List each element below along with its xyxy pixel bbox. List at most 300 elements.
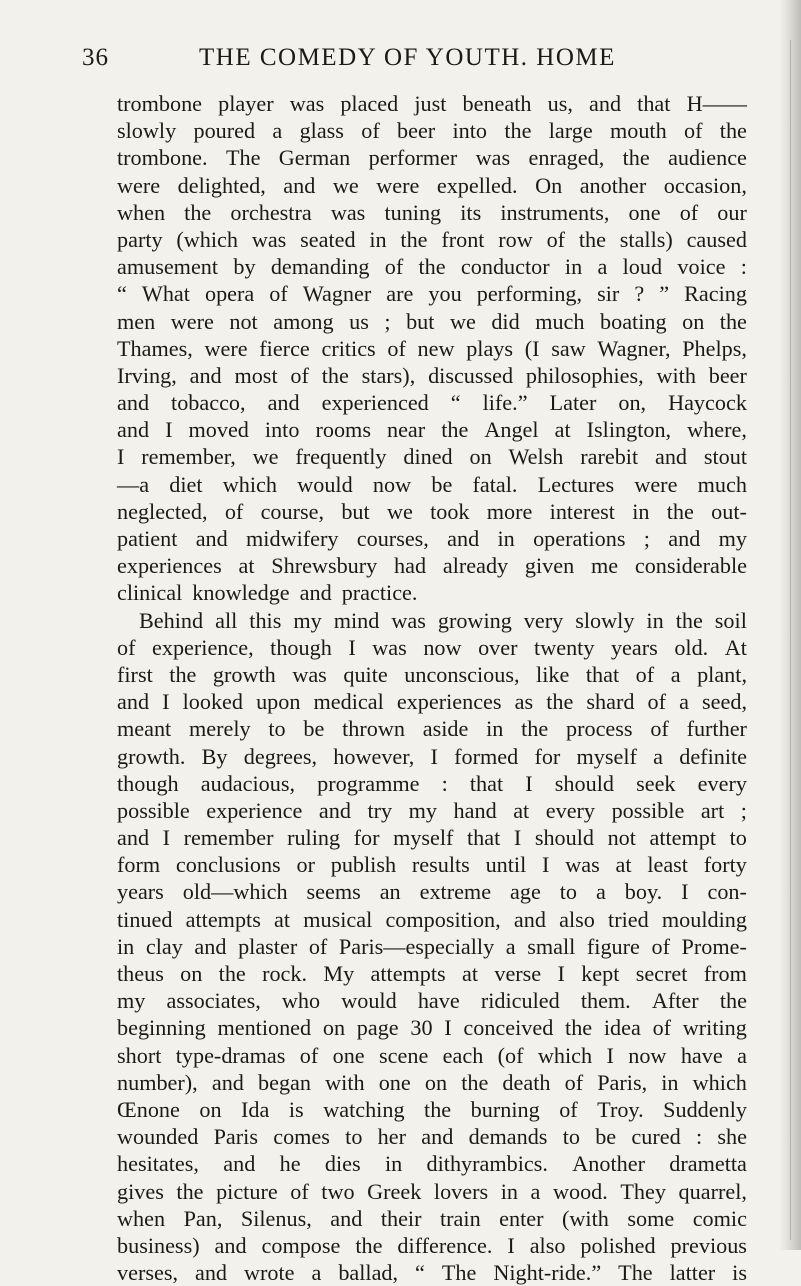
word: slowly — [575, 607, 635, 633]
word: of — [651, 933, 670, 959]
word: not — [607, 825, 636, 851]
word: the — [461, 1069, 489, 1095]
word: out- — [711, 498, 747, 524]
word: growing — [437, 607, 512, 633]
word: fatal. — [472, 471, 518, 497]
text-line-41 — [117, 1178, 747, 1205]
text-line-38 — [117, 1096, 747, 1123]
word: —a — [117, 471, 150, 497]
word: drametta — [669, 1151, 747, 1177]
word: Ida — [241, 1096, 270, 1122]
word: with — [656, 362, 696, 388]
word: were — [376, 172, 420, 198]
word: ruling — [287, 825, 341, 851]
word: seek — [636, 770, 676, 796]
word: was — [391, 607, 426, 633]
word: seems — [306, 879, 361, 905]
word: ; — [384, 308, 391, 334]
word: every — [697, 770, 747, 796]
text-line-3 — [117, 144, 747, 171]
word: form — [117, 852, 161, 878]
word: clay — [145, 933, 183, 959]
word: at — [274, 906, 291, 932]
word: sir — [597, 281, 620, 307]
word: opera — [204, 281, 255, 307]
word: and — [654, 444, 688, 470]
word: took — [430, 498, 470, 524]
word: which — [537, 1042, 593, 1068]
word: a — [595, 879, 606, 905]
word: we — [252, 444, 279, 470]
word: row — [498, 226, 533, 252]
word: experiences — [396, 689, 502, 715]
word: shard — [586, 689, 635, 715]
word: large — [548, 118, 593, 144]
word: a — [505, 933, 516, 959]
word: mind — [333, 607, 380, 633]
word: type-dramas — [175, 1042, 286, 1068]
word: dined — [403, 444, 453, 470]
word: were — [634, 471, 678, 497]
word: poured — [193, 118, 256, 144]
page-number: 36 — [82, 44, 109, 71]
word: operations — [533, 526, 626, 551]
word: them. — [580, 988, 631, 1014]
word: of — [224, 498, 244, 524]
word: forty — [703, 852, 747, 878]
word: polished — [580, 1232, 656, 1258]
word: in — [646, 607, 664, 633]
word: (I — [524, 335, 540, 361]
word: in — [369, 226, 387, 252]
word: on — [469, 444, 492, 470]
word: for — [534, 743, 561, 769]
word: its — [460, 199, 482, 225]
word: each — [442, 1042, 484, 1068]
word: and — [421, 1124, 454, 1150]
word: near — [386, 417, 426, 443]
word: Irving, — [117, 362, 177, 388]
word: of — [564, 1069, 584, 1095]
word: my — [117, 988, 146, 1014]
word: and — [117, 417, 150, 443]
word: Welsh — [508, 444, 564, 470]
word: he — [279, 1151, 301, 1177]
word: plaster — [238, 933, 298, 959]
word: composition, — [385, 906, 501, 932]
word: quarrel, — [678, 1178, 747, 1204]
word: verses, — [117, 1260, 178, 1286]
word: in — [497, 526, 515, 551]
word: plant, — [697, 661, 747, 687]
word: wood. — [552, 1178, 608, 1204]
text-line-29 — [117, 851, 747, 878]
word: at — [615, 852, 632, 878]
word: of — [559, 1096, 578, 1122]
word: rooms — [315, 417, 371, 443]
word: one — [332, 1042, 365, 1068]
word: course, — [260, 498, 325, 524]
word: much — [697, 471, 747, 497]
word: the — [418, 254, 446, 280]
word: an — [379, 879, 401, 905]
word: to — [559, 879, 578, 905]
word: thrown — [342, 716, 405, 742]
word: attempt — [649, 825, 717, 851]
word: ballad, — [338, 1260, 399, 1286]
text-line-18 — [117, 552, 747, 579]
word: comes — [273, 1124, 330, 1150]
word: of — [650, 716, 669, 742]
word: Islington, — [586, 417, 672, 443]
word: placed — [340, 91, 399, 116]
word: was — [330, 199, 366, 225]
word: try — [367, 797, 393, 823]
word: Troy. — [597, 1096, 644, 1122]
word: critics — [321, 335, 376, 361]
word: stars), — [361, 362, 416, 388]
word: in — [500, 1178, 518, 1204]
word: Wagner — [302, 281, 372, 307]
word: the — [504, 118, 532, 144]
word: trombone. — [117, 145, 208, 171]
word: amusement — [117, 254, 219, 280]
word: experience — [206, 797, 303, 823]
word: stout — [703, 444, 747, 470]
word: small — [527, 933, 576, 959]
word: I — [557, 961, 565, 986]
word: my — [293, 607, 322, 633]
word: the — [719, 118, 747, 144]
text-line-11 — [117, 362, 747, 389]
word: however, — [333, 743, 415, 769]
word: of — [546, 226, 566, 252]
word: by — [233, 254, 256, 280]
word: Behind — [139, 607, 204, 633]
word: a — [679, 689, 689, 715]
word: at — [238, 553, 255, 579]
text-line-6 — [117, 226, 747, 253]
word: After — [651, 988, 699, 1014]
word: should — [554, 770, 614, 796]
word: on, — [618, 390, 647, 416]
text-line-22 — [117, 661, 747, 688]
word: us — [349, 308, 369, 334]
word: the — [666, 498, 694, 524]
word: is — [288, 1096, 304, 1122]
word: this — [249, 607, 282, 633]
word: Silenus, — [240, 1205, 312, 1231]
word: that — [585, 661, 620, 687]
word: not — [229, 308, 258, 334]
word: glass — [299, 118, 344, 144]
word: but — [341, 498, 370, 524]
word: like — [536, 661, 570, 687]
text-line-15 — [117, 471, 747, 498]
word: process — [566, 716, 633, 742]
word: : — [740, 254, 747, 280]
word: my — [718, 526, 747, 551]
word: beginning — [117, 1015, 206, 1041]
word: death — [502, 1069, 551, 1095]
word: programme — [317, 770, 420, 796]
word: us, — [547, 91, 573, 116]
word: saw — [551, 335, 586, 361]
word: be — [303, 716, 325, 742]
word: looked — [182, 689, 243, 715]
word: They — [620, 1178, 666, 1204]
word: men — [117, 308, 156, 334]
word: Angel — [484, 417, 539, 443]
word: also — [529, 1232, 566, 1258]
word: and — [447, 526, 480, 551]
word: but — [406, 308, 435, 334]
page-edge-line — [790, 40, 791, 1240]
word: Wagner, — [597, 335, 671, 361]
word: I — [165, 417, 173, 443]
text-line-26 — [117, 770, 747, 797]
word: picture — [216, 1178, 278, 1204]
word: one — [378, 1069, 411, 1095]
word: was — [251, 226, 287, 252]
word: myself — [576, 743, 637, 769]
word: and — [589, 91, 622, 116]
word: conductor — [460, 254, 550, 280]
word: philosophies, — [525, 362, 644, 388]
word: plays — [466, 335, 514, 361]
word: discussed — [428, 362, 514, 388]
word: verse — [494, 961, 542, 986]
word: was — [475, 145, 511, 171]
text-line-23 — [117, 688, 747, 715]
word: the — [400, 226, 428, 252]
word: would — [341, 988, 397, 1014]
word: train — [440, 1205, 481, 1231]
word: the — [321, 362, 349, 388]
word: over — [478, 634, 518, 660]
text-line-5 — [117, 199, 747, 226]
word: in — [486, 716, 504, 742]
word: further — [686, 716, 747, 742]
running-title: THE COMEDY OF YOUTH. HOME — [199, 44, 616, 71]
word: were — [117, 172, 161, 198]
word: new — [417, 335, 455, 361]
word: experienced — [321, 390, 429, 416]
word: “ — [415, 1260, 425, 1286]
word: associates, — [166, 988, 261, 1014]
word: to — [562, 1124, 580, 1150]
word: audience — [668, 145, 747, 171]
word: tobacco, — [171, 390, 246, 416]
word: and — [194, 933, 227, 959]
word: con- — [707, 879, 747, 905]
word: now — [628, 1042, 667, 1068]
word: extreme — [419, 879, 492, 905]
word: publish — [330, 852, 397, 878]
word: Pan, — [183, 1205, 223, 1231]
word: beer — [397, 118, 436, 144]
word: watching — [323, 1096, 405, 1122]
text-line-7 — [117, 253, 747, 280]
word: of — [387, 335, 406, 361]
word: are — [386, 281, 414, 307]
word: gives — [117, 1178, 164, 1204]
word: be — [595, 1124, 617, 1150]
word: she — [717, 1124, 747, 1150]
word: I — [162, 825, 170, 851]
word: among — [273, 308, 334, 334]
word: meant — [117, 716, 172, 742]
word: soil — [714, 607, 747, 633]
word: though — [270, 634, 332, 660]
word: page — [356, 1015, 399, 1041]
word: should — [534, 825, 594, 851]
word: I — [444, 1015, 452, 1041]
word: 30 — [410, 1015, 433, 1041]
word: the — [441, 417, 469, 443]
text-line-24 — [117, 715, 747, 742]
word: Phelps, — [682, 335, 747, 361]
word: growth — [212, 661, 276, 687]
word: our — [717, 199, 747, 225]
word: medical — [313, 689, 384, 715]
word: Paris, — [597, 1069, 648, 1095]
word: which — [692, 1069, 747, 1095]
word: hesitates, — [117, 1151, 199, 1177]
word: fierce — [259, 335, 310, 361]
text-line-27 — [117, 797, 747, 824]
word: a — [670, 661, 681, 687]
word: now — [423, 634, 462, 660]
word: I — [348, 634, 356, 660]
word: and — [283, 172, 316, 198]
word: the — [719, 308, 747, 334]
word: the — [169, 661, 197, 687]
word: Racing — [684, 281, 747, 307]
word: the — [218, 961, 246, 986]
word: years — [117, 879, 164, 905]
word: mentioned — [217, 1015, 312, 1041]
word: The — [441, 1260, 477, 1286]
word: twenty — [534, 634, 595, 660]
word: performing, — [476, 281, 583, 307]
word: ; — [740, 797, 747, 823]
word: growth. — [117, 743, 186, 769]
word: ; — [643, 526, 650, 551]
word: and — [668, 526, 701, 551]
word: midwifery — [246, 526, 339, 551]
word: rarebit — [580, 444, 639, 470]
word: dithyrambics. — [426, 1151, 548, 1177]
word: or — [296, 852, 315, 878]
word: I — [162, 689, 170, 715]
word: tinued — [117, 906, 173, 932]
word: though — [117, 770, 179, 796]
word: performer — [368, 145, 458, 171]
word: the — [578, 226, 606, 252]
word: on — [199, 1096, 222, 1122]
word: of — [269, 281, 288, 307]
word: was — [372, 634, 407, 660]
word: we — [449, 308, 476, 334]
word: at — [554, 417, 571, 443]
word: wrote — [243, 1260, 295, 1286]
word: instruments, — [500, 199, 610, 225]
word: the — [424, 1096, 452, 1122]
word: who — [281, 988, 321, 1014]
word: I — [117, 444, 125, 470]
word: in — [632, 498, 650, 524]
word: of — [290, 1178, 309, 1204]
word: of — [361, 118, 380, 144]
word: definite — [679, 743, 747, 769]
word: all — [215, 607, 238, 633]
word: least — [647, 852, 688, 878]
text-line-25 — [117, 743, 747, 770]
word: musical — [303, 906, 373, 932]
word: just — [414, 91, 447, 116]
text-line-21 — [117, 634, 747, 661]
word: and — [318, 797, 351, 823]
word: from — [703, 961, 747, 986]
word: practice. — [341, 580, 418, 606]
word: previous — [670, 1232, 747, 1258]
word: a — [530, 1178, 541, 1204]
word: beer — [708, 362, 747, 388]
word: a — [272, 118, 283, 144]
word: me — [590, 553, 619, 579]
word: “ — [117, 281, 127, 307]
word: writing — [682, 1015, 747, 1041]
word: neglected, — [117, 498, 208, 524]
text-line-14 — [117, 443, 747, 470]
word: that — [467, 825, 501, 851]
text-line-1 — [117, 90, 747, 117]
text-line-35 — [117, 1014, 747, 1041]
word: What — [141, 281, 190, 307]
word: another — [579, 172, 647, 198]
word: have — [417, 988, 460, 1014]
word: dies — [324, 1151, 361, 1177]
word: possible — [117, 797, 190, 823]
word: moved — [188, 417, 249, 443]
word: did — [491, 308, 520, 334]
word: trombone — [117, 91, 203, 116]
word: Night-ride.” — [493, 1260, 602, 1286]
word: compose — [261, 1232, 341, 1258]
word: slowly — [117, 118, 177, 144]
word: in — [564, 254, 583, 280]
word: of — [290, 362, 309, 388]
word: on — [322, 1015, 346, 1041]
word: Suddenly — [663, 1096, 747, 1122]
word: formed — [454, 743, 519, 769]
text-line-36 — [117, 1042, 747, 1069]
word: knowledge — [192, 580, 290, 606]
word: now — [372, 471, 412, 497]
word: I — [430, 743, 438, 769]
word: conceived — [463, 1015, 554, 1041]
word: and — [117, 390, 150, 416]
word: cured — [631, 1124, 681, 1150]
word: was — [292, 661, 327, 687]
word: At — [724, 634, 747, 660]
text-line-42 — [117, 1205, 747, 1232]
text-line-19 — [117, 579, 747, 606]
text-line-12 — [117, 389, 747, 416]
word: considerable — [634, 553, 747, 579]
word: old—which — [182, 879, 288, 905]
